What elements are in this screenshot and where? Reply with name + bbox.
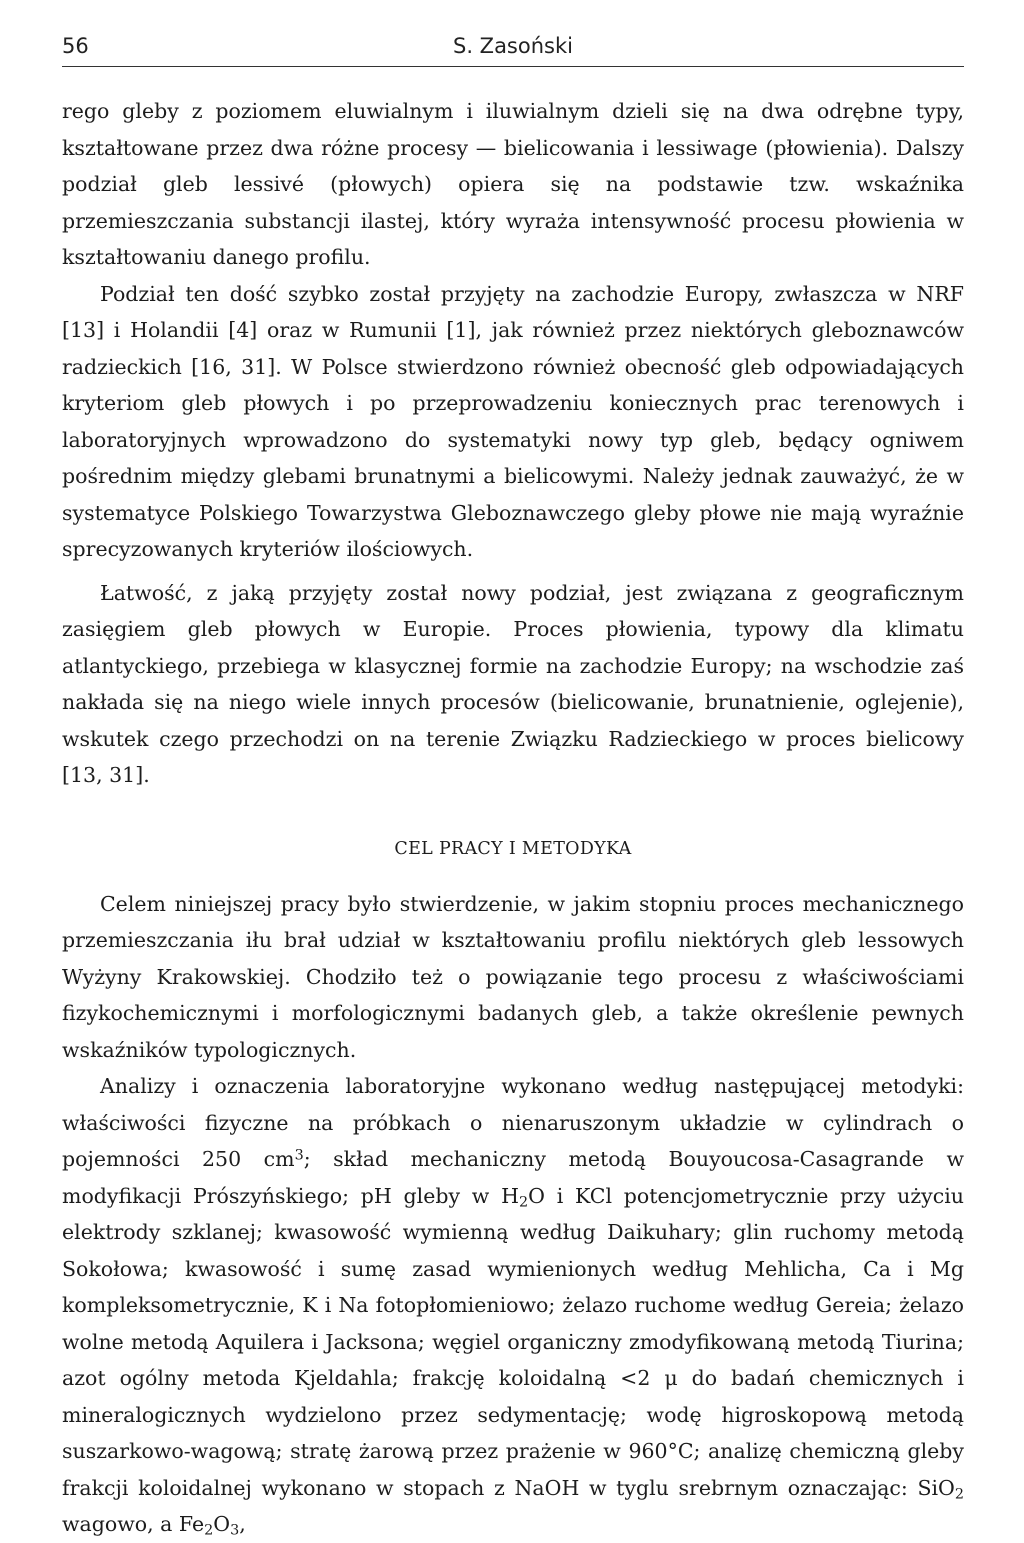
page-number: 56 bbox=[62, 34, 89, 58]
text-run: , bbox=[239, 1512, 246, 1536]
document-page bbox=[62, 0, 964, 1540]
text-run: O i KCl potencjometrycznie przy użyciu elektrody szklanej; kwasowość wymienną według Daikuhary; glin ruchomy metodą Sokołowa; kwasowość i sumę zasad wymienionych według Mehlicha, Ca i Mg kompleksometrycznie, K i Na fotopłomieniowo; żelazo ruchome według Gereia; żelazo wolne metodą Aquilera i Jacksona; węgiel organiczny zmodyfikowaną metodą Tiurina; azot ogólny metoda Kjeldahla; frakcję koloidalną <2 μ do badań chemicznych i mineralogicznych wydzielono przez sedymentację; wodę higroskopową metodą suszarkowo-wagową; stratę żarową przez prażenie w 960°C; analizę chemiczną gleby frakcji koloidalnej wykonano w stopach z NaOH w tyglu srebrnym oznaczając: SiO bbox=[62, 1183, 964, 1500]
subscript: 3 bbox=[230, 1522, 240, 1539]
running-header-author: S. Zasoński bbox=[453, 34, 573, 58]
superscript: 3 bbox=[294, 1147, 304, 1164]
header-rule bbox=[62, 66, 964, 67]
section-heading: CEL PRACY I METODYKA bbox=[394, 838, 632, 859]
text-run: O bbox=[213, 1512, 231, 1536]
subscript: 2 bbox=[204, 1522, 214, 1539]
paragraph-methods bbox=[62, 1068, 964, 1543]
text-run: wagowo, a Fe bbox=[62, 1512, 205, 1536]
subscript: 2 bbox=[518, 1194, 529, 1211]
text-run: Analizy i oznaczenia laboratoryjne wykonano według następującej metodyki: właściwości fizyczne na próbkach o nienaruszonym układzie w cylindrach o pojemności 250 cm bbox=[62, 1074, 964, 1171]
text-run: ; skład mechaniczny metodą Bouyoucosa-Casagrande w modyfikacji Prószyńskiego; pH gleby w H bbox=[62, 1147, 965, 1208]
body-text bbox=[62, 93, 964, 1543]
subscript: 2 bbox=[954, 1486, 964, 1503]
paragraph: Łatwość, z jaką przyjęty został nowy podział, jest związana z geograficznym zasięgiem gleb płowych w Europie. Proces płowienia, typowy dla klimatu atlantyckiego, przebiega w klasycznej formie na zachodzie Europy; na wschodzie zaś nakłada się na niego wiele innych procesów (bielicowanie, brunatnienie, oglejenie), wskutek czego przechodzi on na terenie Związku Radzieckiego w proces bielicowy [13, 31]. bbox=[62, 580, 964, 787]
running-header bbox=[62, 28, 964, 68]
paragraph: Podział ten dość szybko został przyjęty na zachodzie Europy, zwłaszcza w NRF [13] i Holandii [4] oraz w Rumunii [1], jak również przez niektórych gleboznawców radzieckich [16, 31]. W Polsce stwierdzono również obecność gleb odpowiadających kryteriom gleb płowych i po przeprowadzeniu koniecznych prac terenowych i laboratoryjnych wprowadzono do systematyki nowy typ gleb, będący ogniwem pośrednim między glebami brunatnymi a bielicowymi. Należy jednak zauważyć, że w systematyce Polskiego Towarzystwa Gleboznawczego gleby płowe nie mają wyraźnie sprecyzowanych kryteriów ilościowych. bbox=[62, 281, 964, 561]
paragraph-continued: rego gleby z poziomem eluwialnym i iluwialnym dzieli się na dwa odrębne typy, kształtowane przez dwa różne procesy — bielicowania i lessiwage (płowienia). Dalszy podział gleb lessivé (płowych) opiera się na podstawie tzw. wskaźnika przemieszczania substancji ilastej, który wyraża intensywność procesu płowienia w kształtowaniu danego profilu. bbox=[62, 99, 964, 269]
paragraph: Celem niniejszej pracy było stwierdzenie, w jakim stopniu proces mechanicznego przemieszczania iłu brał udział w kształtowaniu profilu niektórych gleb lessowych Wyżyny Krakowskiej. Chodziło też o powiązanie tego procesu z właściwościami fizykochemicznymi i morfologicznymi badanych gleb, a także określenie pewnych wskaźników typologicznych. bbox=[62, 891, 964, 1062]
